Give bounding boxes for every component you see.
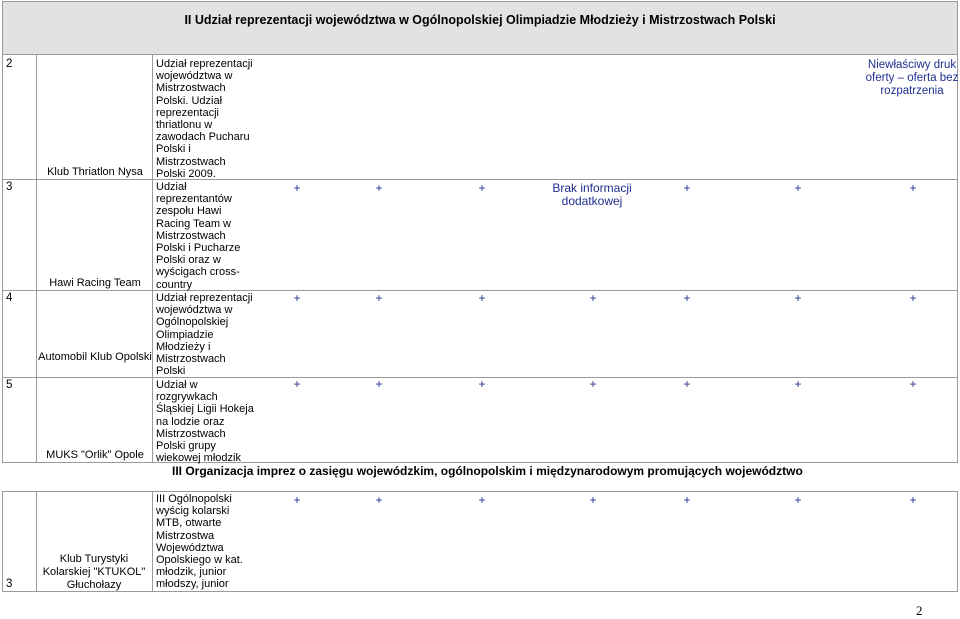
grid-line bbox=[36, 491, 37, 591]
plus-mark: + bbox=[589, 291, 597, 305]
plus-mark: + bbox=[478, 377, 486, 391]
plus-mark: + bbox=[478, 291, 486, 305]
no-info-note: Brak informacji dodatkowej bbox=[552, 181, 632, 208]
row-number: 4 bbox=[6, 292, 13, 304]
plus-mark: + bbox=[375, 377, 383, 391]
grid-line bbox=[152, 54, 153, 462]
plus-mark: + bbox=[478, 181, 486, 195]
plus-mark: + bbox=[375, 291, 383, 305]
club-name: Klub Turystyki Kolarskiej "KTUKOL" Głuchołazy bbox=[42, 553, 146, 591]
grid-line bbox=[2, 491, 3, 591]
section3-title: III Organizacja imprez o zasięgu wojewódzkim, ogólnopolskim i międzynarodowym promujących województwo bbox=[172, 464, 803, 478]
plus-mark: + bbox=[683, 493, 691, 507]
row-number: 3 bbox=[6, 181, 13, 193]
row-number: 2 bbox=[6, 58, 13, 70]
club-name: Hawi Racing Team bbox=[49, 277, 141, 289]
plus-mark: + bbox=[375, 181, 383, 195]
grid-line bbox=[2, 462, 958, 463]
section2-header-bg bbox=[2, 2, 957, 54]
grid-line bbox=[2, 491, 958, 492]
plus-mark: + bbox=[909, 493, 917, 507]
row-number: 3 bbox=[6, 578, 13, 590]
plus-mark: + bbox=[683, 377, 691, 391]
grid-line bbox=[36, 54, 37, 462]
plus-mark: + bbox=[683, 291, 691, 305]
row-description: III Ogólnopolski wyścig kolarski MTB, otwarte Mistrzostwa Województwa Opolskiego w kat. młodzik, junior młodszy, junior bbox=[156, 493, 243, 591]
grid-line bbox=[152, 491, 153, 591]
plus-mark: + bbox=[909, 181, 917, 195]
plus-mark: + bbox=[794, 493, 802, 507]
grid-line bbox=[2, 1, 958, 2]
page-number: 2 bbox=[916, 603, 923, 618]
club-name: MUKS "Orlik" Opole bbox=[46, 449, 144, 461]
plus-mark: + bbox=[293, 291, 301, 305]
plus-mark: + bbox=[375, 493, 383, 507]
grid-line bbox=[2, 54, 958, 55]
grid-line bbox=[2, 1, 3, 462]
plus-mark: + bbox=[478, 493, 486, 507]
row-description: Udział w rozgrywkach Śląskiej Ligii Hokeja na lodzie oraz Mistrzostwach Polski grupy wiekowej młodzik bbox=[156, 379, 254, 465]
club-name: Automobil Klub Opolski bbox=[38, 351, 152, 363]
plus-mark: + bbox=[794, 377, 802, 391]
plus-mark: + bbox=[293, 377, 301, 391]
plus-mark: + bbox=[794, 291, 802, 305]
plus-mark: + bbox=[909, 377, 917, 391]
grid-line bbox=[957, 491, 958, 591]
plus-mark: + bbox=[683, 181, 691, 195]
row-description: Udział reprezentacji województwa w Ogólnopolskiej Olimpiadzie Młodzieży i Mistrzostwach Polski bbox=[156, 292, 253, 378]
plus-mark: + bbox=[293, 181, 301, 195]
plus-mark: + bbox=[909, 291, 917, 305]
plus-mark: + bbox=[589, 377, 597, 391]
row-description: Udział reprezentantów zespołu Hawi Racing Team w Mistrzostwach Polski i Pucharze Polski oraz w wyścigach cross-country bbox=[156, 181, 241, 291]
club-name: Klub Thriatlon Nysa bbox=[47, 166, 143, 178]
row-number: 5 bbox=[6, 379, 13, 391]
plus-mark: + bbox=[794, 181, 802, 195]
grid-line bbox=[2, 179, 958, 180]
plus-mark: + bbox=[293, 493, 301, 507]
section2-title: II Udział reprezentacji województwa w Ogólnopolskiej Olimpiadzie Młodzieży i Mistrzostwach Polski bbox=[184, 13, 776, 27]
plus-mark: + bbox=[589, 493, 597, 507]
row-description: Udział reprezentacji województwa w Mistrzostwach Polski. Udział reprezentacji thriatlonu w zawodach Pucharu Polski i Mistrzostwach Polski 2009. bbox=[156, 58, 253, 180]
rejection-note: Niewłaściwy druk oferty – oferta bez rozpatrzenia bbox=[865, 59, 959, 97]
